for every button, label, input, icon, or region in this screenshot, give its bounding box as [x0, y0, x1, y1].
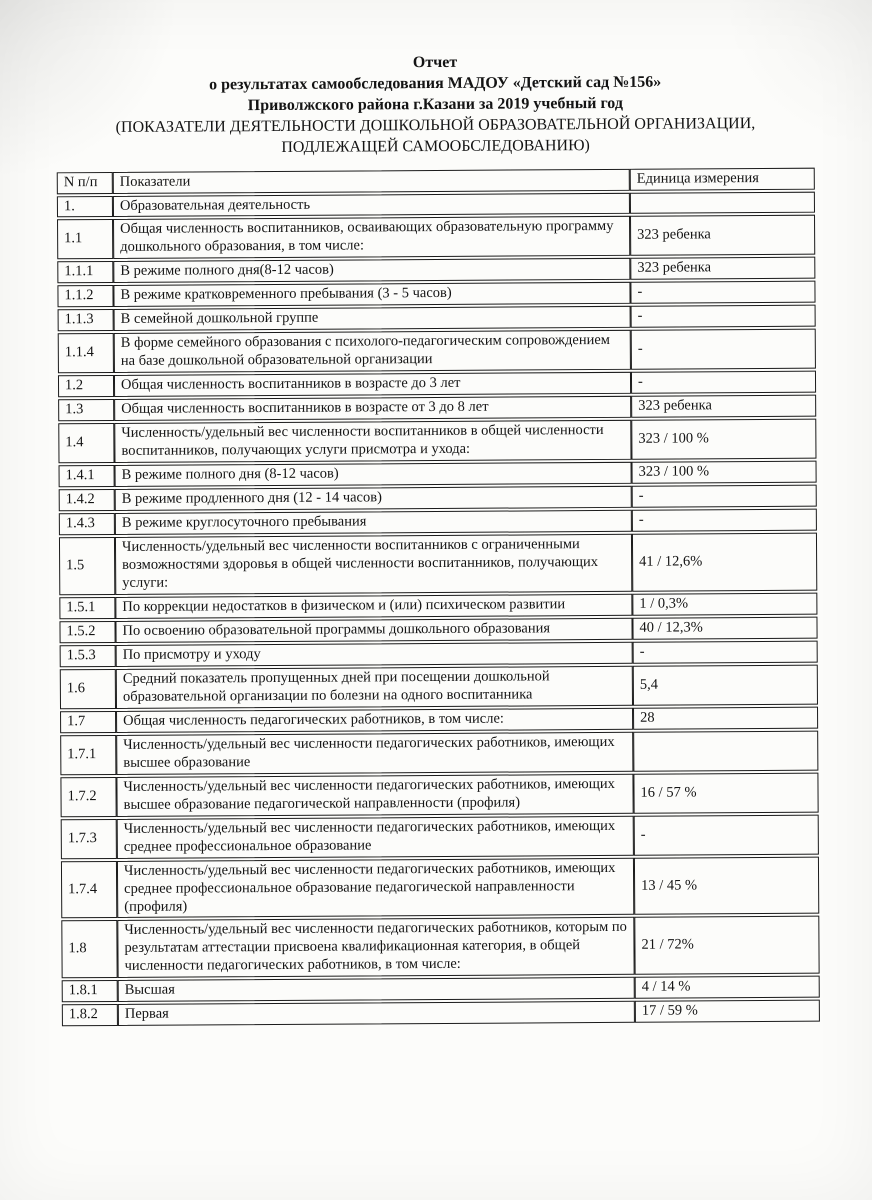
table-row: [59, 593, 817, 620]
row-value: -: [632, 485, 817, 508]
row-number: 1.3: [58, 399, 114, 421]
row-indicator: Численность/удельный вес численности воспитанников с ограниченными возможностями здоровья в общей численности воспитанников, получающих услуги:: [115, 534, 632, 595]
row-indicator: Общая численность воспитанников, осваивающих образовательную программу дошкольного образования, в том числе:: [113, 216, 630, 259]
row-number: 1.5: [59, 537, 115, 595]
report-title-line: Отчет: [412, 53, 458, 72]
row-indicator: Численность/удельный вес численности педагогических работников, имеющих среднее профессиональное образование педагогической направленности (профиля): [117, 857, 634, 918]
row-number: 1.5.3: [60, 645, 116, 667]
row-number: 1.4.3: [59, 513, 115, 535]
table-row: [58, 371, 816, 398]
report-table-body: [57, 191, 820, 1026]
row-indicator: Высшая: [118, 977, 635, 1002]
row-number: 1.4: [58, 423, 114, 463]
row-value: -: [634, 814, 819, 855]
row-number: 1.8: [61, 920, 117, 978]
column-header-unit: Единица измерения: [630, 167, 815, 190]
row-value: 1 / 0,3%: [632, 593, 817, 616]
table-row: [57, 191, 815, 218]
row-value: 323 ребенка: [631, 395, 816, 418]
table-row: [59, 509, 817, 536]
table-row: [60, 665, 818, 710]
table-row: [59, 485, 817, 512]
table-row: [62, 1000, 820, 1027]
row-number: 1.7.2: [60, 777, 116, 817]
row-indicator: В режиме кратковременного пребывания (3 - 5 часов): [113, 282, 630, 307]
table-header-row: [57, 167, 815, 194]
row-value: 41 / 12,6%: [632, 533, 817, 592]
row-value: 28: [633, 706, 818, 729]
row-number: 1.1.4: [58, 333, 114, 373]
row-number: 1.1: [57, 219, 113, 259]
table-row: [58, 305, 816, 332]
row-value: 323 / 100 %: [631, 419, 816, 460]
row-value: 21 / 72%: [634, 916, 819, 975]
row-value: 323 / 100 %: [632, 461, 817, 484]
table-row: [61, 916, 819, 979]
row-indicator: Численность/удельный вес численности воспитанников в общей численности воспитанников, получающих услуги присмотра и ухода:: [114, 420, 631, 463]
row-indicator: Численность/удельный вес численности педагогических работников, имеющих высшее образование: [116, 732, 633, 775]
row-value: 5,4: [633, 665, 818, 706]
row-value: 40 / 12,3%: [632, 617, 817, 640]
row-indicator: В форме семейного образования с психолого-педагогическим сопровождением на базе дошкольной образовательной организации: [114, 330, 631, 373]
row-indicator: В режиме круглосуточного пребывания: [115, 510, 632, 535]
row-number: 1.7.3: [61, 819, 117, 859]
table-row: [58, 419, 816, 464]
row-number: 1.7.4: [61, 861, 117, 919]
row-indicator: Общая численность воспитанников в возрасте до 3 лет: [114, 372, 631, 397]
row-indicator: Первая: [118, 1001, 635, 1026]
table-row: [57, 215, 815, 260]
row-value: 13 / 45 %: [634, 856, 819, 915]
report-title-line: Приволжского района г.Казани за 2019 учебный год: [247, 95, 623, 115]
row-number: 1.4.1: [59, 465, 115, 487]
row-value: -: [631, 371, 816, 394]
row-number: 1.: [57, 195, 113, 217]
column-header-number: N п/п: [57, 172, 113, 194]
table-row: [61, 856, 819, 919]
row-number: 1.2: [58, 375, 114, 397]
row-indicator: Общая численность педагогических работников, в том числе:: [116, 708, 633, 733]
row-indicator: По освоению образовательной программы дошкольного образования: [115, 618, 632, 643]
report-header: [56, 50, 815, 160]
report-subtitle-line: (ПОКАЗАТЕЛИ ДЕЯТЕЛЬНОСТИ ДОШКОЛЬНОЙ ОБРАЗОВАТЕЛЬНОЙ ОРГАНИЗАЦИИ,: [115, 115, 756, 137]
report-title-line: о результатах самообследования МАДОУ «Детский сад №156»: [209, 73, 662, 94]
table-row: [62, 976, 820, 1003]
table-row: [58, 395, 816, 422]
table-row: [60, 730, 818, 775]
row-value: [633, 730, 818, 771]
row-indicator: В семейной дошкольной группе: [114, 306, 631, 331]
row-number: 1.7.1: [60, 735, 116, 775]
row-number: 1.8.2: [62, 1004, 118, 1026]
row-indicator: Численность/удельный вес численности педагогических работников, имеющих высшее образование педагогической направленности (профиля): [116, 774, 633, 817]
row-indicator: В режиме полного дня (8-12 часов): [115, 462, 632, 487]
row-number: 1.6: [60, 669, 116, 709]
column-header-indicator: Показатели: [113, 168, 630, 193]
row-value: 4 / 14 %: [635, 976, 820, 999]
row-indicator: Общая численность воспитанников в возрасте от 3 до 8 лет: [114, 396, 631, 421]
table-row: [61, 814, 819, 859]
row-indicator: По присмотру и уходу: [116, 642, 633, 667]
row-value: -: [630, 281, 815, 304]
row-number: 1.1.3: [58, 309, 114, 331]
row-value: -: [633, 641, 818, 664]
table-row: [60, 641, 818, 668]
row-indicator: В режиме продленного дня (12 - 14 часов): [115, 486, 632, 511]
row-value: 16 / 57 %: [633, 772, 818, 813]
report-content: [56, 50, 820, 1029]
row-indicator: Образовательная деятельность: [113, 192, 630, 217]
row-indicator: Численность/удельный вес численности педагогических работников, которым по результатам аттестации присвоена квалификационная категория, в общей численности педагогических работников, в том числе:: [117, 917, 634, 978]
table-row: [60, 706, 818, 733]
row-number: 1.1.2: [57, 285, 113, 307]
row-indicator: В режиме полного дня(8-12 часов): [113, 258, 630, 283]
table-row: [58, 329, 816, 374]
row-number: 1.8.1: [62, 980, 118, 1002]
row-value: 17 / 59 %: [635, 1000, 820, 1023]
table-row: [60, 772, 818, 817]
row-value: 323 ребенка: [630, 257, 815, 280]
row-value: 323 ребенка: [630, 215, 815, 256]
row-indicator: Средний показатель пропущенных дней при посещении дошкольной образовательной организации по болезни на одного воспитанника: [116, 666, 633, 709]
row-number: 1.5.2: [59, 621, 115, 643]
row-indicator: По коррекции недостатков в физическом и (или) психическом развитии: [115, 594, 632, 619]
row-value: [630, 191, 815, 214]
table-row: [59, 461, 817, 488]
row-number: 1.5.1: [59, 597, 115, 619]
row-number: 1.7: [60, 711, 116, 733]
indicators-table: [57, 165, 820, 1028]
table-row: [59, 533, 817, 596]
row-value: -: [631, 329, 816, 370]
row-value: -: [631, 305, 816, 328]
table-row: [57, 281, 815, 308]
row-number: 1.1.1: [57, 261, 113, 283]
row-number: 1.4.2: [59, 489, 115, 511]
row-indicator: Численность/удельный вес численности педагогических работников, имеющих среднее профессиональное образование: [117, 815, 634, 858]
table-row: [57, 257, 815, 284]
row-value: -: [632, 509, 817, 532]
table-row: [59, 617, 817, 644]
report-subtitle-line: ПОДЛЕЖАЩЕЙ САМООБСЛЕДОВАНИЮ): [281, 137, 590, 157]
